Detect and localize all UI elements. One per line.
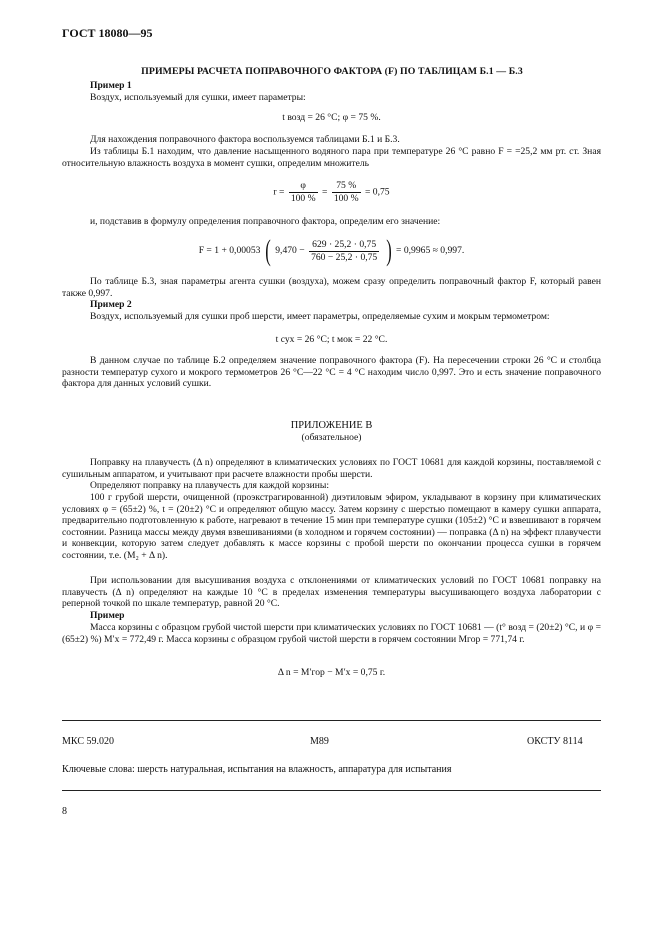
example-1-params: t возд = 26 °С; φ = 75 %.: [282, 112, 381, 123]
example-1-para-3: и, подставив в формулу определения поправочного фактора, определим его значение:: [90, 216, 441, 227]
appendix-para-1: Поправку на плавучесть (Δ n) определяют в климатических условиях по ГОСТ 10681 для каждой корзины, поставляемой с сушильным аппаратом, и учитывают при расчете влажности пробы шерсти.: [62, 457, 601, 480]
example-1-para-4: По таблице Б.3, зная параметры агента сушки (воздуха), можем сразу определить поправочный фактор F, который равен также 0,997.: [62, 276, 601, 299]
footer-okstu: ОКСТУ 8114: [527, 736, 583, 747]
appendix-para-5: Масса корзины с образцом грубой чистой шерсти при климатических условиях по ГОСТ 10681 — (t° возд = (20±2) °С, и φ = (65±2) %) M′х = 772,49 г. Масса корзины с образцом грубой чистой шерсти в горячем состоянии Mгор = 771,74 г.: [62, 622, 601, 645]
fraction-numerator: 629 · 25,2 · 0,75: [309, 239, 379, 252]
fraction-75: [332, 180, 361, 204]
formula-r: r = $\frac{\varphi}{100 \%}$ = $\frac{75 \%}{100 \%}$ = 0,75: [273, 180, 390, 204]
section-title: ПРИМЕРЫ РАСЧЕТА ПОПРАВОЧНОГО ФАКТОРА (F) ПО ТАБЛИЦАМ Б.1 — Б.3: [141, 66, 523, 77]
fraction-denominator: 760 − 25,2 · 0,75: [311, 251, 378, 263]
footer-mks: МКС 59.020: [62, 736, 114, 747]
fraction-numerator: 75 %: [332, 180, 361, 193]
page-number: 8: [62, 806, 67, 817]
appendix-example-label: Пример: [90, 610, 125, 621]
example-2-intro: Воздух, используемый для сушки проб шерсти, имеет параметры, определяемые сухим и мокрым термометром:: [90, 311, 550, 322]
appendix-subtitle: (обязательное): [301, 432, 362, 443]
footer-bottom-rule: [62, 790, 601, 791]
formula-f-a: 9,470 −: [275, 245, 305, 257]
appendix-title: ПРИЛОЖЕНИЕ В: [290, 420, 373, 431]
example-1-para-1: Для нахождения поправочного фактора воспользуемся таблицами Б.1 и Б.3.: [90, 134, 400, 145]
appendix-para-2: Определяют поправку на плавучесть для каждой корзины:: [90, 480, 329, 491]
example-1-intro: Воздух, используемый для сушки, имеет параметры:: [90, 92, 306, 103]
example-1-label: Пример 1: [90, 80, 132, 91]
example-2-para: В данном случае по таблице Б.2 определяем значение поправочного фактора (F). На пересечении строки 26 °С и столбца разности температур сухого и мокрого термометров 26 °С—22 °С = 4 °С находим число 0,997. Это и есть значение поправочного фактора для данных условий сушки.: [62, 355, 601, 390]
fraction-f: [309, 239, 379, 263]
footer-top-rule: [62, 720, 601, 721]
footer-keywords: Ключевые слова: шерсть натуральная, испытания на влажность, аппаратура для испытания: [62, 764, 452, 775]
footer-code: M89: [310, 736, 329, 747]
formula-f-result: = 0,9965 ≈ 0,997.: [396, 245, 465, 257]
example-1-para-2: Из таблицы Б.1 находим, что давление насыщенного водяного пара при температуре 26 °С равно F = =25,2 мм рт. ст. Зная относительную влажность воздуха в момент сушки, определим множитель: [62, 146, 601, 169]
fraction-numerator: φ: [289, 180, 318, 193]
appendix-para-4: При использовании для высушивания воздуха с отклонениями от климатических условий по ГОСТ 10681 поправку на плавучесть (Δ n) определяют на каждые 10 °С в пределах изменения температуры высушивающего воздуха лаборатории с реперной точкой по шкале температур, равной 20 °С.: [62, 575, 601, 610]
example-2-params: t сух = 26 °С; t мок = 22 °С.: [275, 334, 388, 345]
fraction-denominator: 100 %: [333, 192, 359, 204]
left-paren: (: [265, 234, 271, 267]
appendix-para-3: 100 г грубой шерсти, очищенной (проэкстрагированной) диэтиловым эфиром, укладывают в корзину при климатических условиях φ = (65±2) %, t = (20±2) °С и определяют общую массу. Затем корзину с шерстью помещают в камеру сушки аппарата, предварительно подготовленную к работе, нагревают в течение 15 мин при температуре сушки (105±2) °С и взвешивают в горячем состоянии. Разница массы между двумя взвешиваниями (в холодном и горячем состоянии) — поправка (Δ n) на эффект плавучести и конвекции, которую затем следует добавлять к массе корзины с пробой шерсти по окончании процесса сушки в горячем состоянии, т.е. (M₂ + Δ n).: [62, 492, 601, 561]
formula-r-lhs: r =: [273, 186, 285, 198]
document-header: ГОСТ 18080—95: [62, 26, 153, 40]
formula-f-lhs: F = 1 + 0,00053: [198, 245, 261, 257]
formula-r-result: = 0,75: [365, 186, 390, 198]
example-2-label: Пример 2: [90, 299, 132, 310]
right-paren: ): [385, 234, 392, 267]
formula-f: [62, 236, 601, 266]
fraction-denominator: 100 %: [290, 192, 316, 204]
fraction-phi: [289, 180, 318, 204]
appendix-formula: Δ n = M′гор − M′х = 0,75 г.: [277, 667, 386, 678]
